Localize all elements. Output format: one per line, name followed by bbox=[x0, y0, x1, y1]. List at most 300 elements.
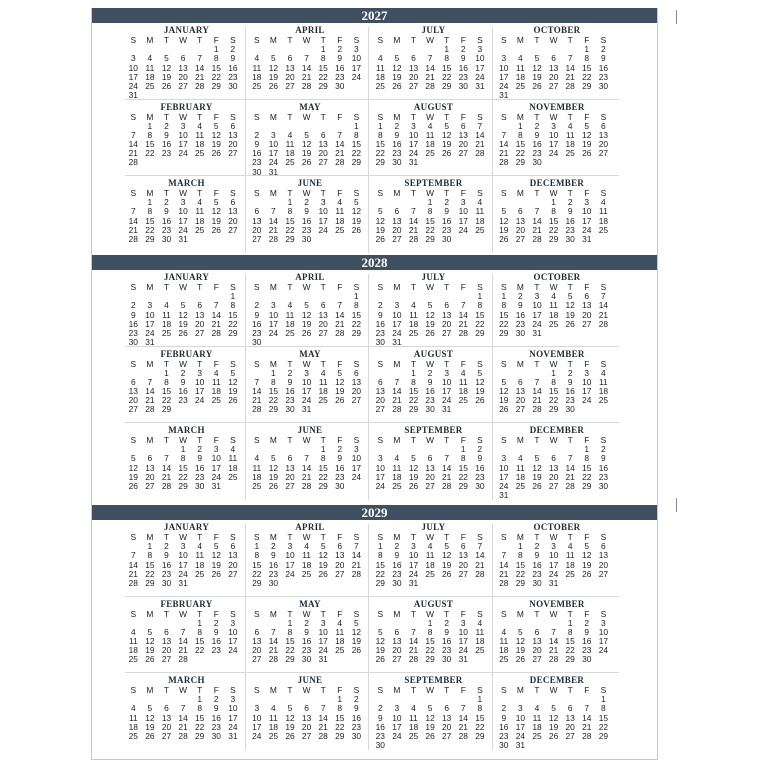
day-number bbox=[578, 491, 595, 500]
day-number: 17 bbox=[211, 462, 221, 473]
day-number: 4 bbox=[230, 444, 236, 455]
day-number: 6 bbox=[394, 206, 400, 217]
day-number: 1 bbox=[254, 541, 260, 552]
day-number: 12 bbox=[228, 376, 238, 387]
day-number: 17 bbox=[582, 215, 592, 226]
day-number: 28 bbox=[499, 157, 509, 168]
day-number: 28 bbox=[211, 327, 221, 338]
day-number: 16 bbox=[532, 139, 542, 150]
day-number: 13 bbox=[335, 550, 345, 561]
weekday-header: W bbox=[302, 532, 311, 542]
day-number: 10 bbox=[548, 129, 559, 140]
day-number: 2 bbox=[213, 694, 219, 705]
day-number: 1 bbox=[287, 617, 293, 628]
day-number: 18 bbox=[565, 559, 575, 570]
day-number: 3 bbox=[180, 197, 186, 208]
day-number: 22 bbox=[318, 71, 328, 82]
day-number bbox=[422, 579, 439, 588]
day-number: 30 bbox=[442, 233, 452, 244]
day-number: 1 bbox=[337, 694, 343, 705]
month-name: APRIL bbox=[295, 272, 325, 282]
day-number: 17 bbox=[195, 386, 205, 397]
weekday-header: S bbox=[130, 35, 137, 45]
day-number: 6 bbox=[254, 206, 260, 217]
weekday-header: M bbox=[269, 435, 277, 445]
day-number: 18 bbox=[128, 721, 138, 732]
day-number: 28 bbox=[408, 654, 419, 665]
day-number: 13 bbox=[285, 62, 295, 73]
day-number: 15 bbox=[582, 462, 592, 473]
day-number bbox=[142, 158, 159, 167]
month-name: AUGUST bbox=[413, 348, 454, 359]
weekday-header: M bbox=[269, 685, 277, 695]
weekday-header: W bbox=[426, 608, 435, 619]
day-number: 3 bbox=[213, 444, 219, 455]
day-number: 20 bbox=[598, 139, 609, 150]
day-number: 20 bbox=[532, 645, 542, 656]
weekday-header: T bbox=[163, 435, 170, 445]
weekday-header: F bbox=[584, 111, 590, 122]
day-number: 27 bbox=[145, 480, 155, 491]
day-number: 8 bbox=[197, 626, 202, 637]
day-number: 16 bbox=[301, 636, 312, 647]
day-number: 12 bbox=[425, 712, 435, 723]
weekday-header: M bbox=[516, 358, 524, 369]
day-number: 4 bbox=[213, 367, 219, 378]
weekday-header: S bbox=[477, 111, 483, 122]
day-number: 6 bbox=[180, 53, 186, 64]
day-number: 26 bbox=[351, 224, 362, 235]
weekday-header: T bbox=[320, 435, 326, 445]
day-number: 12 bbox=[532, 462, 542, 473]
day-number: 5 bbox=[518, 626, 523, 637]
weekday-header: F bbox=[337, 358, 343, 369]
month-calendar bbox=[372, 347, 495, 424]
day-number: 25 bbox=[285, 327, 295, 338]
day-number: 1 bbox=[377, 120, 383, 131]
day-number: 27 bbox=[392, 233, 402, 244]
day-number: 20 bbox=[228, 139, 238, 150]
day-number: 17 bbox=[318, 215, 328, 226]
day-number: 30 bbox=[335, 80, 345, 91]
day-number: 11 bbox=[285, 309, 295, 320]
day-number: 19 bbox=[285, 721, 295, 732]
day-number: 13 bbox=[392, 636, 402, 647]
day-number: 23 bbox=[252, 327, 262, 338]
day-number: 22 bbox=[145, 568, 155, 579]
day-number: 13 bbox=[458, 129, 468, 140]
weekday-header: W bbox=[179, 435, 188, 445]
day-number bbox=[315, 405, 332, 414]
weekday-header: M bbox=[269, 282, 277, 292]
day-number: 29 bbox=[145, 233, 155, 244]
weekday-header: W bbox=[179, 532, 188, 542]
day-number: 14 bbox=[499, 559, 509, 570]
day-number: 18 bbox=[425, 559, 435, 570]
day-number: 26 bbox=[565, 318, 575, 329]
weekday-header: F bbox=[460, 35, 466, 45]
day-number: 16 bbox=[442, 215, 452, 226]
day-number: 29 bbox=[375, 577, 385, 588]
day-number: 8 bbox=[427, 626, 433, 637]
day-number: 30 bbox=[565, 404, 575, 415]
day-number: 20 bbox=[598, 559, 609, 570]
day-number: 22 bbox=[475, 721, 485, 732]
weekday-header: M bbox=[393, 608, 401, 619]
weekday-header: T bbox=[197, 188, 203, 198]
day-number: 10 bbox=[145, 309, 155, 320]
week-row bbox=[249, 235, 372, 244]
day-number: 19 bbox=[565, 309, 575, 320]
month-calendar bbox=[372, 23, 495, 100]
day-number: 27 bbox=[532, 654, 542, 665]
day-number: 30 bbox=[161, 577, 172, 588]
day-number: 10 bbox=[211, 453, 221, 464]
weekday-header: M bbox=[146, 685, 154, 695]
day-number: 17 bbox=[285, 559, 295, 570]
day-number: 26 bbox=[582, 148, 592, 159]
day-number: 23 bbox=[442, 224, 452, 235]
day-number: 12 bbox=[301, 309, 312, 320]
day-number: 17 bbox=[268, 148, 279, 159]
month-name: SEPTEMBER bbox=[404, 178, 463, 188]
weekday-header: S bbox=[377, 608, 384, 619]
day-number bbox=[472, 235, 489, 244]
day-number: 22 bbox=[211, 71, 221, 82]
day-number: 13 bbox=[252, 215, 262, 226]
day-number: 22 bbox=[499, 318, 509, 329]
day-number bbox=[562, 158, 579, 167]
day-number: 18 bbox=[195, 139, 205, 150]
weekday-header: T bbox=[444, 188, 450, 198]
day-number: 9 bbox=[254, 309, 260, 320]
day-number: 29 bbox=[515, 577, 526, 588]
weekday-header: T bbox=[287, 111, 293, 122]
day-number: 9 bbox=[518, 300, 523, 311]
day-number bbox=[595, 741, 612, 750]
week-row bbox=[372, 732, 495, 741]
day-number: 2 bbox=[254, 129, 260, 140]
day-number: 21 bbox=[565, 471, 575, 482]
day-number: 28 bbox=[458, 730, 468, 741]
day-number: 3 bbox=[551, 541, 556, 552]
day-number: 14 bbox=[475, 129, 485, 140]
day-number: 22 bbox=[145, 224, 155, 235]
day-number: 25 bbox=[252, 80, 262, 91]
day-number: 11 bbox=[516, 62, 525, 73]
day-number bbox=[348, 405, 365, 414]
day-number: 1 bbox=[584, 44, 590, 55]
day-number: 25 bbox=[318, 395, 328, 406]
day-number: 4 bbox=[197, 197, 202, 208]
day-number: 7 bbox=[477, 120, 483, 131]
day-number: 9 bbox=[130, 309, 136, 320]
day-number: 3 bbox=[304, 367, 309, 378]
day-number bbox=[472, 655, 489, 664]
day-number: 25 bbox=[598, 395, 609, 406]
day-number: 4 bbox=[601, 197, 606, 208]
day-number: 12 bbox=[268, 462, 279, 473]
weekday-header: S bbox=[477, 532, 483, 542]
weekday-header: W bbox=[179, 282, 188, 292]
year-header: 2028 bbox=[92, 255, 657, 270]
day-number: 5 bbox=[377, 626, 383, 637]
day-number: 27 bbox=[598, 568, 609, 579]
day-number: 4 bbox=[427, 541, 433, 552]
weekday-header: F bbox=[213, 282, 219, 292]
weekday-header: T bbox=[567, 608, 573, 619]
day-number: 19 bbox=[351, 215, 362, 226]
week-row bbox=[372, 405, 495, 414]
day-number bbox=[348, 482, 365, 491]
day-number: 9 bbox=[601, 453, 606, 464]
day-number: 5 bbox=[287, 703, 293, 714]
day-number: 30 bbox=[582, 654, 592, 665]
day-number: 14 bbox=[532, 215, 542, 226]
weekday-header: S bbox=[501, 685, 507, 695]
day-number: 6 bbox=[377, 376, 383, 387]
day-number: 27 bbox=[442, 327, 452, 338]
day-number: 5 bbox=[444, 541, 449, 552]
day-number: 17 bbox=[178, 139, 188, 150]
day-number: 18 bbox=[268, 721, 279, 732]
day-number: 9 bbox=[197, 453, 202, 464]
weekday-header: T bbox=[534, 532, 540, 542]
day-number: 29 bbox=[145, 577, 155, 588]
day-number: 8 bbox=[287, 626, 293, 637]
day-number: 24 bbox=[211, 471, 221, 482]
day-number: 11 bbox=[335, 206, 345, 217]
day-number: 22 bbox=[318, 471, 328, 482]
day-number: 9 bbox=[477, 453, 483, 464]
day-number bbox=[331, 235, 348, 244]
day-number: 1 bbox=[427, 617, 433, 628]
day-number: 25 bbox=[195, 224, 205, 235]
day-number bbox=[472, 405, 489, 414]
day-number: 2 bbox=[394, 120, 400, 131]
day-number: 4 bbox=[427, 120, 433, 131]
day-number: 16 bbox=[195, 462, 205, 473]
week-row bbox=[496, 82, 619, 91]
week-row bbox=[496, 405, 619, 414]
weekday-header: S bbox=[377, 358, 384, 369]
weekday-header: T bbox=[444, 35, 450, 45]
day-number: 28 bbox=[582, 730, 592, 741]
day-number: 28 bbox=[128, 233, 138, 244]
day-number: 6 bbox=[320, 300, 326, 311]
weekday-header: F bbox=[213, 685, 219, 695]
day-number: 28 bbox=[598, 318, 609, 329]
day-number: 26 bbox=[211, 224, 221, 235]
day-number: 10 bbox=[408, 129, 419, 140]
day-number: 28 bbox=[475, 568, 485, 579]
day-number: 7 bbox=[254, 376, 260, 387]
day-number: 2 bbox=[601, 44, 606, 55]
day-number: 6 bbox=[411, 53, 416, 64]
day-number: 22 bbox=[178, 471, 188, 482]
day-number: 8 bbox=[377, 129, 383, 140]
month-name: FEBRUARY bbox=[160, 348, 213, 359]
day-number: 19 bbox=[145, 721, 155, 732]
weekday-header: S bbox=[600, 608, 607, 619]
weekday-header: M bbox=[269, 111, 277, 122]
week-row bbox=[372, 329, 495, 338]
day-number: 5 bbox=[147, 703, 153, 714]
weekday-header: W bbox=[549, 282, 558, 292]
day-number: 22 bbox=[351, 148, 362, 159]
day-number: 5 bbox=[477, 367, 483, 378]
weekday-header: W bbox=[426, 188, 435, 198]
day-number: 15 bbox=[285, 636, 295, 647]
month-name: APRIL bbox=[295, 25, 325, 35]
weekday-header: S bbox=[377, 685, 384, 695]
day-number: 21 bbox=[475, 559, 485, 570]
day-number: 15 bbox=[548, 386, 559, 397]
day-number: 19 bbox=[268, 471, 279, 482]
month-name: JANUARY bbox=[163, 522, 210, 532]
day-number: 3 bbox=[394, 703, 400, 714]
day-number: 26 bbox=[392, 80, 402, 91]
day-number: 30 bbox=[375, 740, 385, 751]
week-row bbox=[372, 579, 495, 588]
day-number: 16 bbox=[228, 62, 238, 73]
day-number: 12 bbox=[515, 636, 526, 647]
day-number: 18 bbox=[515, 471, 526, 482]
month-calendar bbox=[249, 423, 372, 500]
weekday-header: S bbox=[501, 282, 507, 292]
day-number: 31 bbox=[178, 233, 188, 244]
weekday-header: T bbox=[287, 608, 293, 619]
weekday-header: F bbox=[337, 188, 343, 198]
day-number: 3 bbox=[320, 617, 326, 628]
day-number: 12 bbox=[318, 550, 328, 561]
day-number: 22 bbox=[475, 318, 485, 329]
day-number: 11 bbox=[599, 376, 608, 387]
weekday-header: W bbox=[549, 435, 558, 445]
day-number: 8 bbox=[180, 453, 186, 464]
day-number: 27 bbox=[228, 568, 238, 579]
day-number: 27 bbox=[285, 80, 295, 91]
day-number: 13 bbox=[252, 636, 262, 647]
weekday-header: F bbox=[584, 608, 590, 619]
day-number: 20 bbox=[161, 645, 172, 656]
day-number: 15 bbox=[458, 462, 468, 473]
day-number: 29 bbox=[318, 80, 328, 91]
day-number: 16 bbox=[582, 636, 592, 647]
day-number: 19 bbox=[375, 224, 385, 235]
day-number: 11 bbox=[228, 453, 238, 464]
weekday-header: S bbox=[254, 111, 260, 122]
weekday-header: T bbox=[410, 35, 417, 45]
month-calendar bbox=[372, 597, 495, 674]
day-number: 29 bbox=[548, 233, 559, 244]
day-number: 23 bbox=[301, 224, 312, 235]
day-number: 27 bbox=[285, 480, 295, 491]
month-name: APRIL bbox=[295, 522, 325, 532]
week-row bbox=[372, 235, 495, 244]
weekday-header: S bbox=[377, 188, 384, 198]
day-number: 24 bbox=[195, 395, 205, 406]
day-number: 27 bbox=[335, 568, 345, 579]
day-number: 25 bbox=[598, 224, 609, 235]
weekday-header-row bbox=[125, 113, 248, 122]
day-number: 26 bbox=[145, 730, 155, 741]
day-number: 18 bbox=[515, 71, 526, 82]
day-number: 17 bbox=[178, 559, 188, 570]
day-number bbox=[562, 491, 579, 500]
day-number: 12 bbox=[178, 309, 188, 320]
day-number: 2 bbox=[394, 541, 400, 552]
day-number: 24 bbox=[458, 224, 468, 235]
day-number: 1 bbox=[197, 617, 202, 628]
day-number: 16 bbox=[475, 462, 485, 473]
day-number: 15 bbox=[318, 462, 328, 473]
day-number: 23 bbox=[499, 730, 509, 741]
day-number: 19 bbox=[392, 71, 402, 82]
day-number: 22 bbox=[408, 395, 419, 406]
months-grid bbox=[125, 270, 619, 501]
day-number bbox=[545, 158, 562, 167]
day-number: 10 bbox=[268, 139, 279, 150]
weekday-header: S bbox=[477, 435, 483, 445]
day-number: 27 bbox=[458, 568, 468, 579]
day-number: 14 bbox=[499, 139, 509, 150]
day-number: 27 bbox=[392, 654, 402, 665]
week-row bbox=[372, 741, 495, 750]
day-number: 1 bbox=[501, 291, 507, 302]
day-number: 20 bbox=[392, 224, 402, 235]
day-number: 20 bbox=[408, 71, 419, 82]
weekday-header: T bbox=[163, 358, 170, 369]
day-number: 16 bbox=[598, 462, 609, 473]
day-number: 20 bbox=[565, 721, 575, 732]
day-number: 8 bbox=[337, 703, 343, 714]
month-name: JUNE bbox=[297, 675, 323, 685]
weekday-header: S bbox=[501, 188, 507, 198]
day-number: 29 bbox=[285, 233, 295, 244]
day-number: 26 bbox=[442, 568, 452, 579]
day-number: 22 bbox=[285, 645, 295, 656]
day-number: 18 bbox=[425, 139, 435, 150]
day-number: 11 bbox=[516, 462, 525, 473]
day-number: 17 bbox=[268, 318, 279, 329]
day-number: 22 bbox=[228, 318, 238, 329]
day-number: 10 bbox=[351, 53, 362, 64]
weekday-header: F bbox=[213, 111, 219, 122]
day-number: 24 bbox=[475, 71, 485, 82]
month-calendar bbox=[249, 673, 372, 750]
day-number: 16 bbox=[598, 62, 609, 73]
day-number: 16 bbox=[211, 636, 221, 647]
day-number: 15 bbox=[582, 62, 592, 73]
day-number: 11 bbox=[211, 376, 221, 387]
week-row bbox=[125, 482, 248, 491]
day-number: 26 bbox=[211, 568, 221, 579]
day-number: 30 bbox=[252, 337, 262, 348]
day-number: 10 bbox=[228, 703, 238, 714]
month-name: MAY bbox=[299, 348, 321, 359]
day-number: 7 bbox=[444, 453, 449, 464]
weekday-header: S bbox=[353, 35, 360, 45]
weekday-header: T bbox=[444, 685, 450, 695]
day-number: 8 bbox=[254, 550, 260, 561]
week-row bbox=[372, 695, 495, 704]
weekday-header: F bbox=[460, 435, 466, 445]
weekday-header: S bbox=[477, 358, 483, 369]
day-number: 13 bbox=[582, 300, 592, 311]
day-number: 4 bbox=[337, 197, 343, 208]
day-number: 7 bbox=[501, 550, 507, 561]
